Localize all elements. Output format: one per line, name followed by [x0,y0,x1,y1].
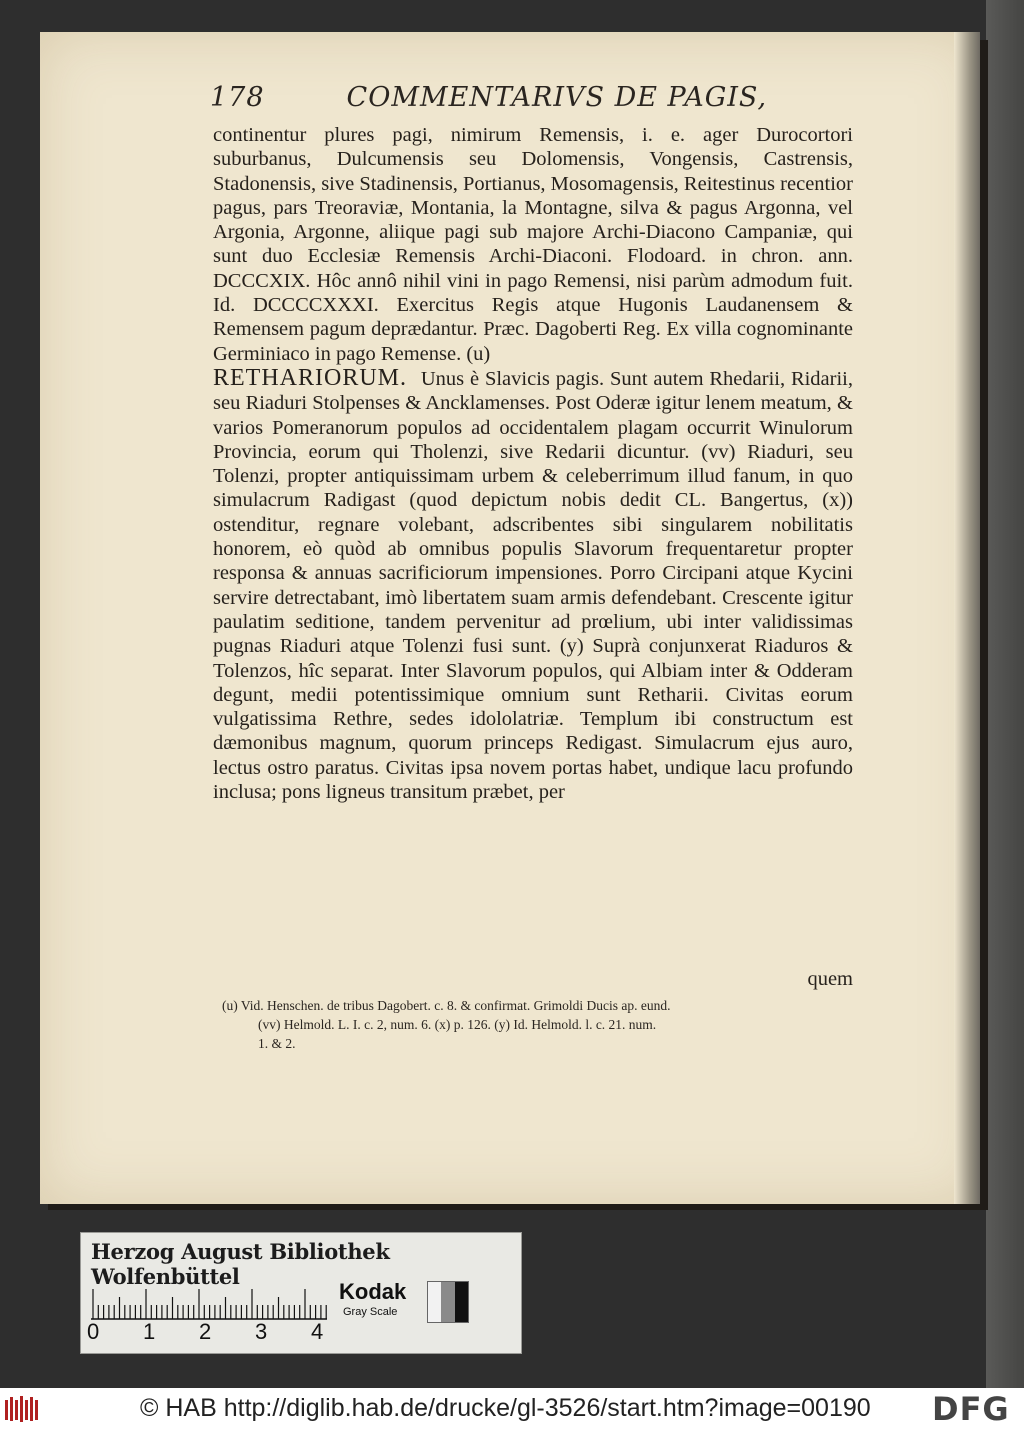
paragraph: continentur plures pagi, nimirum Remensis, i. e. ager Durocortori suburbanus, Dulcumensis seu Dolomensis, Vongensis, Castrensis, Stadonensis, sive Stadinensis, Portianus, Mosomagensis, Reitestinus recentior pagus, pars Treoraviæ, Montania, la Montagne, silva & pagus Argonna, vel Argonia, Argonne, aliique pagi sub majore Archi-Diacono Campaniæ, qui sunt duo Ecclesiæ Remensis Archi-Diaconi. Flodoard. in chron. ann. DCCCXIX. Hôc annô nihil vini in pago Remensi, nisi parùm admodum fuit. Id. DCCCCXXXI. Exercitus Regis atque Hugonis Laudanensem & Remensem pagum deprædantur. Præc. Dagoberti Reg. Ex villa cognominante Germiniaco in pago Remense. (u) [213,124,854,365]
gray-scale-label: Gray Scale [343,1306,398,1318]
gray-patch [428,1282,441,1322]
ruler-number: 1 [143,1319,156,1344]
adjacent-page-edge [986,0,1024,1388]
kodak-logo: Kodak [339,1279,407,1304]
footnote: (vv) Helmold. L. I. c. 2, num. 6. (x) p. 126. (y) Id. Helmold. l. c. 21. num. [258,1017,657,1032]
dfg-logo: DFG [932,1390,1010,1428]
section-heading: RETHARIORUM. [213,364,408,391]
ruler-number: 3 [255,1319,268,1344]
page-gutter [954,32,980,1204]
running-title: COMMENTARIVS DE PAGIS, [346,82,768,113]
footer-bar [0,1388,1024,1430]
color-calibration-card [80,1232,522,1354]
ruler-numbers [87,1319,417,1345]
running-head [210,82,850,122]
ruler-number: 2 [199,1319,212,1344]
catchword: quem [807,968,853,990]
page-number: 178 [210,82,265,113]
footnote: (u) Vid. Henschen. de tribus Dagobert. c. 8. & confirmat. Grimoldi Ducis ap. eund. [222,998,671,1013]
ruler-number: 0 [87,1319,100,1344]
paragraph-text: Unus è Slavicis pagis. Sunt autem Rhedarii, Ridarii, seu Riaduri Stolpenses & Ancklamenses. Post Oderæ igitur lenem meatum, & varios Pomeranorum populos ad occidentalem plagam occurrit Winulorum Provincia, eorum qui Tholenzi, sive Redarii dicuntur. (vv) Riaduri, seu Tolenzi, propter antiquissimam urbem & celeberrimum illud fanum, in quo simulacrum Radigast (quod depictum nobis dedit CL. Bangertus, (x)) ostenditur, regnare volebant, adscribentes sibi singularem nobilitatis honorem, eò quòd ab omnibus populis Slavorum frequentaretur propter responsa & annuas sacrificiorum impensiones. Porro Circipani atque Kycini servire detrectabant, imò libertatem suam armis defendebant. Crescente igitur paulatim seditione, tandem pervenitur ad prœlium, ubi inter validissimas pugnas Riaduri atque Tolenzi fusi sunt. (y) Suprà conjunxerat Riaduros & Tolenzos, hîc separat. Inter Slavorum populos, qui Albiam inter & Odderam degunt, medii potentissimique omnium sunt Retharii. Civitas eorum vulgatissima Rethre, sedes idololatriæ. Templum ibi constructum est dæmonibus magnum, quorum princeps Redigast. Simulacrum ejus auro, lectus ostro paratus. Civitas ipsa novem portas habet, undique lacu profundo inclusa; pons ligneus transitum præbet, per [213,367,854,804]
footer-url-text: © HAB http://diglib.hab.de/drucke/gl-3526/start.htm?image=00190 [140,1394,871,1422]
footnotes [222,996,858,1053]
footnote: 1. & 2. [258,1036,296,1051]
gray-scale-patches [427,1281,469,1323]
gray-patch [441,1282,454,1322]
body-text [213,123,853,804]
gray-patch [455,1282,468,1322]
hab-logo-icon [4,1394,40,1424]
paragraph [213,366,853,804]
ruler-number: 4 [311,1319,324,1344]
library-name: Herzog August Bibliothek Wolfenbüttel [91,1239,390,1289]
